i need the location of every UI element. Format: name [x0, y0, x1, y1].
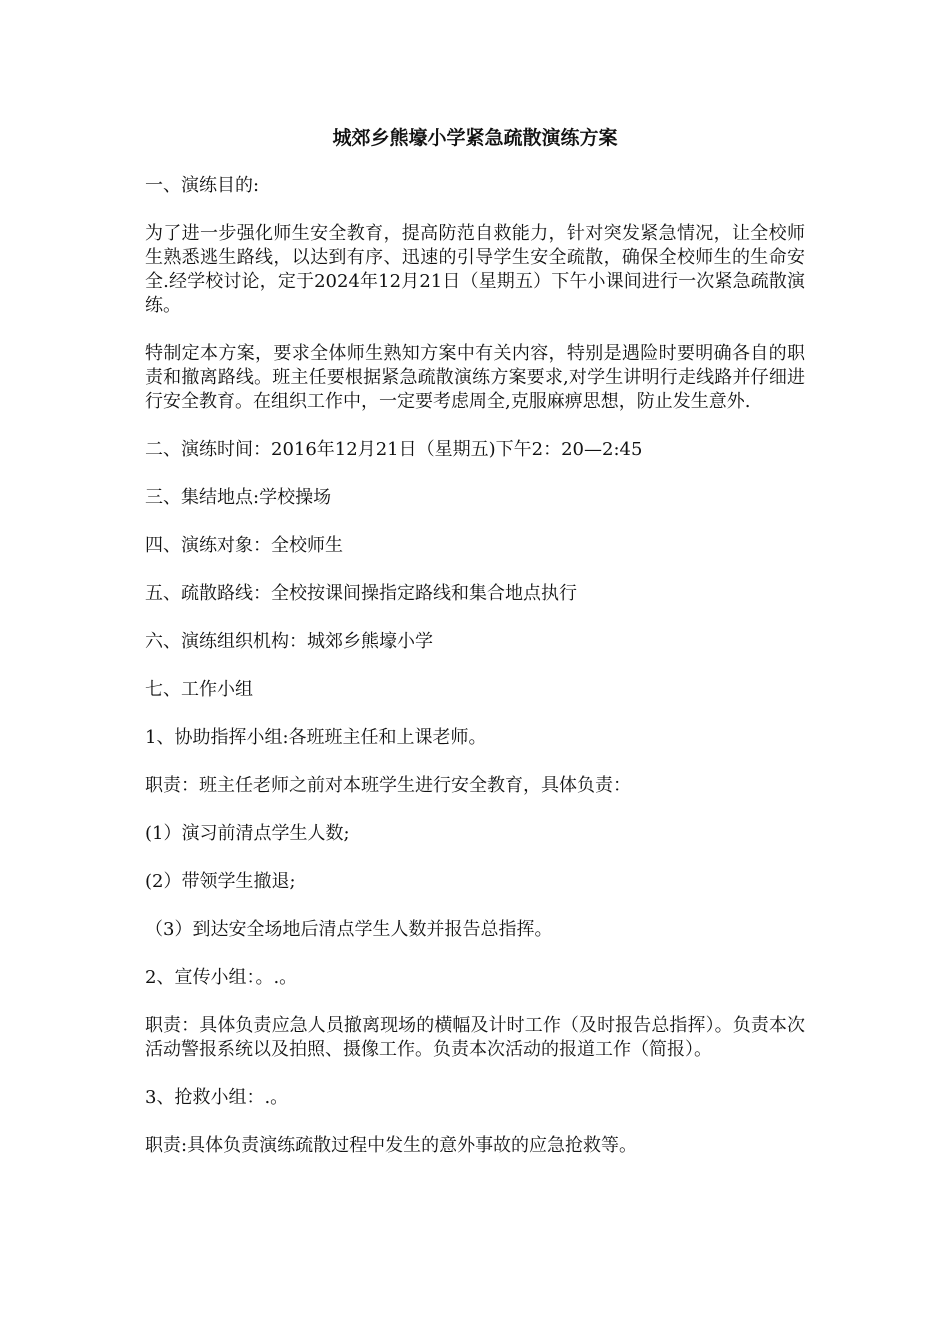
paragraph-purpose: 为了进一步强化师生安全教育，提高防范自救能力，针对突发紧急情况，让全校师生熟悉逃生路线，以达到有序、迅速的引导学生安全疏散，确保全校师生的生命安全.经学校讨论，定于2024年12月21日（星期五）下午小课间进行一次紧急疏散演练。 [145, 223, 805, 316]
document-title: 城郊乡熊壕小学紧急疏散演练方案 [332, 127, 618, 149]
section-heading-organizer: 六、演练组织机构：城郊乡熊壕小学 [145, 631, 433, 652]
group-heading-command: 1、协助指挥小组:各班班主任和上课老师。 [145, 727, 487, 748]
section-heading-location: 三、集结地点:学校操场 [145, 487, 332, 508]
list-item: (1）演习前清点学生人数; [145, 823, 350, 844]
section-heading-time: 二、演练时间：2016年12月21日（星期五)下午2：20—2:45 [145, 439, 643, 460]
section-heading-purpose: 一、演练目的: [145, 175, 260, 196]
group-heading-publicity: 2、宣传小组：。.。 [145, 967, 298, 988]
list-item: (2）带领学生撤退; [145, 871, 296, 892]
duty-publicity: 职责：具体负责应急人员撤离现场的横幅及计时工作（及时报告总指挥）。负责本次活动警报系统以及拍照、摄像工作。负责本次活动的报道工作（简报）。 [145, 1015, 805, 1060]
list-item: （3）到达安全场地后清点学生人数并报告总指挥。 [145, 919, 553, 940]
section-heading-working-groups: 七、工作小组 [145, 679, 253, 700]
section-heading-participants: 四、演练对象：全校师生 [145, 535, 343, 556]
duty-command: 职责：班主任老师之前对本班学生进行安全教育，具体负责： [145, 775, 631, 796]
section-heading-route: 五、疏散路线：全校按课间操指定路线和集合地点执行 [145, 583, 577, 604]
duty-rescue: 职责:具体负责演练疏散过程中发生的意外事故的应急抢救等。 [145, 1135, 638, 1156]
group-heading-rescue: 3、抢救小组：.。 [145, 1087, 289, 1108]
document-body [145, 174, 805, 1182]
paragraph-requirements: 特制定本方案，要求全体师生熟知方案中有关内容，特别是遇险时要明确各自的职责和撤离路线。班主任要根据紧急疏散演练方案要求,对学生讲明行走线路并仔细进行安全教育。在组织工作中，一定要考虑周全,克服麻痹思想，防止发生意外. [145, 343, 805, 412]
